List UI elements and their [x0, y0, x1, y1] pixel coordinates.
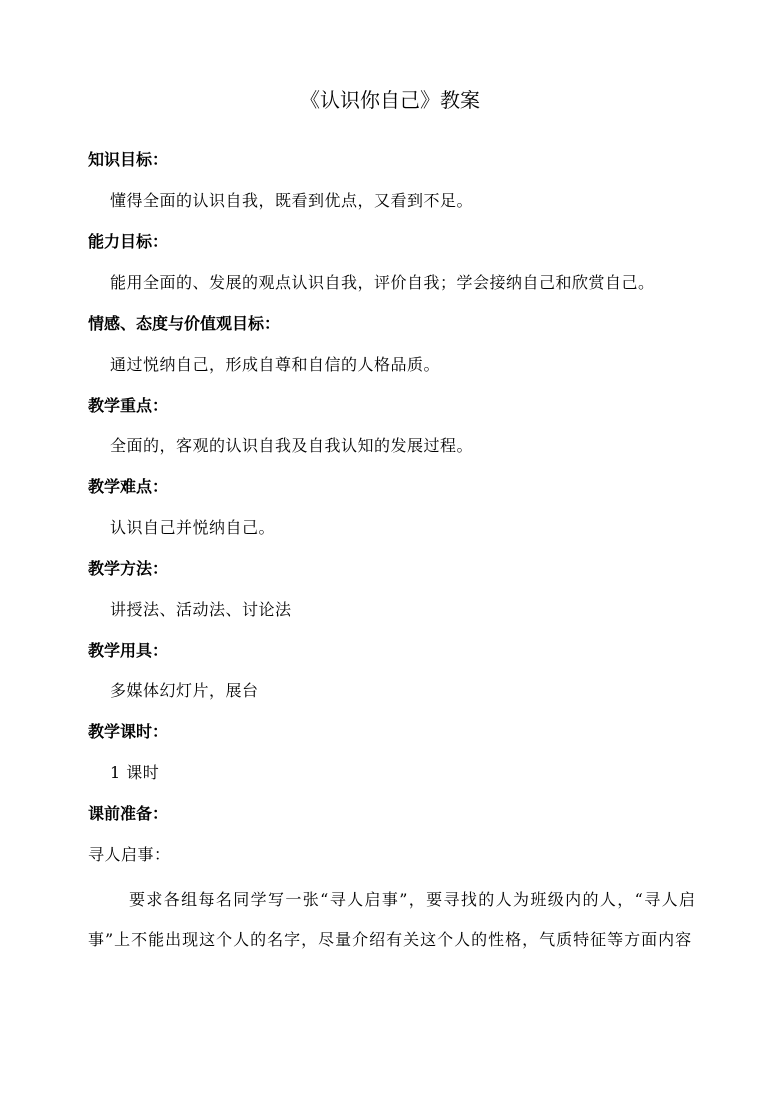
knowledge-goal-text: 懂得全面的认识自我，既看到优点，又看到不足。	[110, 191, 474, 210]
heading-attitude-goal: 情感、态度与价值观目标：	[88, 314, 281, 333]
heading-class-hours: 教学课时：	[88, 722, 169, 741]
tools-text: 多媒体幻灯片，展台	[110, 681, 259, 700]
heading-preparation: 课前准备：	[88, 804, 169, 823]
difficulty-text: 认识自己并悦纳自己。	[110, 518, 276, 537]
method-text: 讲授法、活动法、讨论法	[110, 600, 292, 619]
prep-paragraph: 要求各组每名同学写一张“寻人启事”，要寻找的人为班级内的人，“寻人启事”上不能出现这个人的名字，尽量介绍有关这个人的性格，气质特征等方面内容	[88, 890, 696, 949]
heading-method: 教学方法：	[88, 559, 169, 578]
key-point-text: 全面的，客观的认识自我及自我认知的发展过程。	[110, 436, 474, 455]
heading-difficulty: 教学难点：	[88, 477, 169, 496]
prep-label: 寻人启事：	[88, 845, 171, 864]
heading-key-point: 教学重点：	[88, 396, 169, 415]
document-title: 《认识你自己》教案	[300, 88, 480, 112]
class-hours-text: 1 课时	[110, 763, 160, 782]
attitude-goal-text: 通过悦纳自己，形成自尊和自信的人格品质。	[110, 355, 441, 374]
heading-tools: 教学用具：	[88, 641, 169, 660]
heading-knowledge-goal: 知识目标：	[88, 150, 169, 169]
heading-ability-goal: 能力目标：	[88, 232, 169, 251]
ability-goal-text: 能用全面的、发展的观点认识自我，评价自我；学会接纳自己和欣赏自己。	[110, 273, 655, 292]
